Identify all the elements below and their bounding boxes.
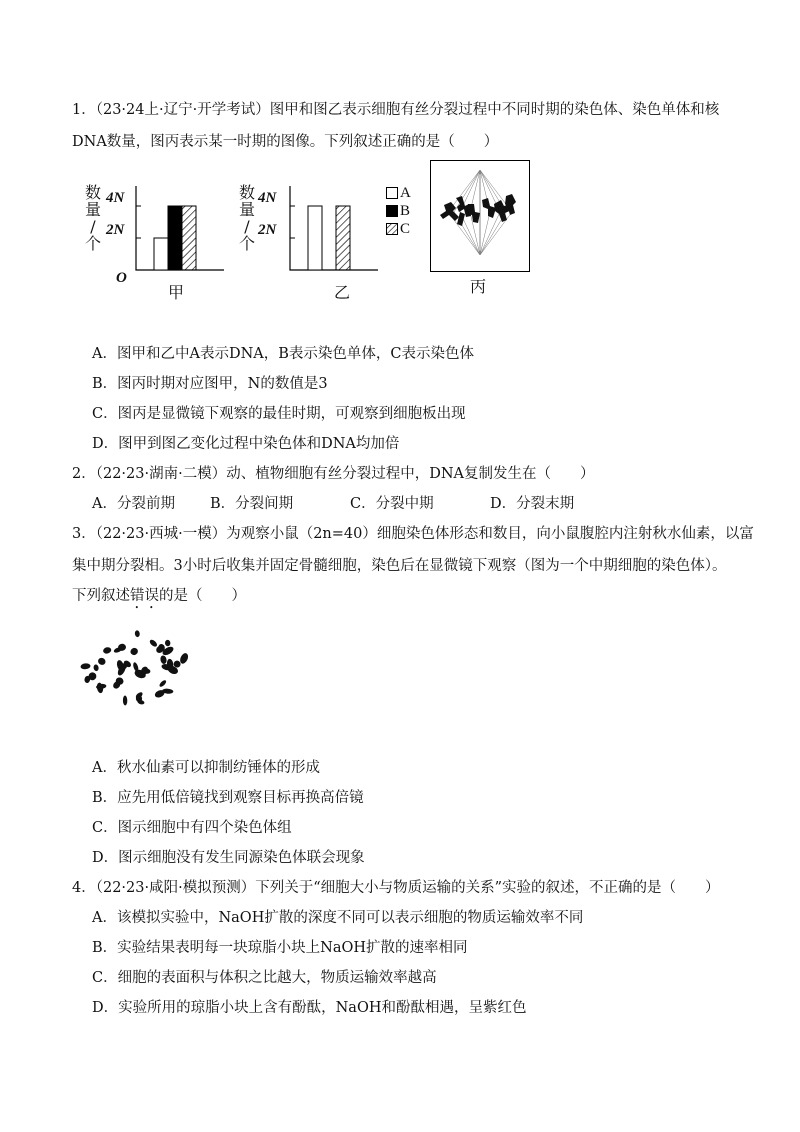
- chart-jia: [84, 166, 224, 306]
- legend-swatch-hatched-icon: [386, 223, 398, 235]
- chromosome-blob: [80, 663, 91, 670]
- question-2-option-b[interactable]: B．分裂间期: [210, 496, 294, 512]
- bar-a: [154, 238, 168, 270]
- y-tick-2n-yi: 2N: [258, 222, 277, 238]
- question-3-option-b[interactable]: B．应先用低倍镜找到观察目标再换高倍镜: [92, 790, 364, 806]
- question-4-stem: 4．（22·23·咸阳·模拟预测）下列关于“细胞大小与物质运输的关系”实验的叙述，不正确的是（ ）: [72, 880, 720, 896]
- question-4-option-a[interactable]: A．该模拟实验中，NaOH扩散的深度不同可以表示细胞的物质运输效率不同: [92, 910, 584, 926]
- chromosome-spread-image: [76, 620, 194, 712]
- bar-b: [168, 206, 182, 270]
- y-axis-label-yi: 数 量 / 个: [238, 183, 255, 253]
- bar-a: [308, 206, 322, 270]
- question-2-stem: 2．（22·23·湖南·二模）动、植物细胞有丝分裂过程中，DNA复制发生在（ ）: [72, 466, 595, 482]
- question-1-stem-line2: DNA数量，图丙表示某一时期的图像。下列叙述正确的是（ ）: [72, 134, 499, 150]
- question-1-option-c[interactable]: C．图丙是显微镜下观察的最佳时期，可观察到细胞板出现: [92, 406, 466, 422]
- axis-lines: [290, 186, 378, 270]
- question-3-stem-line3: 下列叙述错误的是（ ）: [72, 588, 246, 604]
- question-3-option-c[interactable]: C．图示细胞中有四个染色体组: [92, 820, 292, 836]
- chromosome-blob: [149, 638, 159, 647]
- chromosome-blob: [158, 679, 167, 688]
- y-axis-label-jia: 数 量 / 个: [84, 183, 101, 253]
- legend-swatch-solid-icon: [386, 205, 398, 217]
- bar-c: [182, 206, 196, 270]
- emphasis-word: 错误: [130, 588, 159, 604]
- question-1-option-a[interactable]: A．图甲和乙中A表示DNA，B表示染色单体，C表示染色体: [92, 346, 474, 362]
- chromosome-blob: [96, 682, 104, 694]
- legend-item-a: A: [386, 184, 426, 202]
- legend: [386, 184, 426, 244]
- chromosome-blob: [129, 647, 139, 657]
- question-3-option-a[interactable]: A．秋水仙素可以抑制纺锤体的形成: [92, 760, 320, 776]
- chromosome-blob: [123, 695, 128, 705]
- question-1-stem-line1: 1．（23·24上·辽宁·开学考试）图甲和图乙表示细胞有丝分裂过程中不同时期的染色体、染色单体和核: [72, 102, 720, 118]
- question-2-option-d[interactable]: D．分裂末期: [490, 496, 575, 512]
- question-4-option-c[interactable]: C．细胞的表面积与体积之比越大，物质运输效率越高: [92, 970, 437, 986]
- question-4-option-d[interactable]: D．实验所用的琼脂小块上含有酚酞，NaOH和酚酞相遇，呈紫红色: [92, 1000, 527, 1016]
- bars-jia: [134, 186, 224, 276]
- question-3-stem-line1: 3．（22·23·西城·一模）为观察小鼠（2n=40）细胞染色体形态和数目，向小鼠腹腔内注射秋水仙素，以富: [72, 526, 754, 542]
- metaphase-cell-image: [430, 160, 530, 272]
- chromosome-blob: [102, 646, 112, 654]
- chromosome-blob: [134, 630, 140, 637]
- chromosome-blob: [160, 655, 168, 665]
- question-1-option-b[interactable]: B．图丙时期对应图甲，N的数值是3: [92, 376, 328, 392]
- chromosome-blob: [93, 664, 99, 671]
- bars-yi: [288, 186, 378, 276]
- chart-yi: [238, 166, 378, 306]
- chart-label-bing: 丙: [470, 277, 487, 296]
- legend-swatch-empty-icon: [386, 187, 398, 199]
- question-1-option-d[interactable]: D．图甲到图乙变化过程中染色体和DNA均加倍: [92, 436, 400, 452]
- origin-label-jia: O: [116, 270, 127, 286]
- figure-bing: [430, 160, 530, 300]
- question-4-option-b[interactable]: B．实验结果表明每一块琼脂小块上NaOH扩散的速率相同: [92, 940, 468, 956]
- bar-c: [336, 206, 350, 270]
- legend-item-c: C: [386, 220, 426, 238]
- question-3-option-d[interactable]: D．图示细胞没有发生同源染色体联会现象: [92, 850, 365, 866]
- question-2-option-a[interactable]: A．分裂前期: [92, 496, 175, 512]
- y-tick-4n-jia: 4N: [106, 190, 125, 206]
- chromosome-blob: [97, 657, 107, 667]
- question-2-option-c[interactable]: C．分裂中期: [350, 496, 434, 512]
- chart-label-jia: 甲: [168, 283, 185, 302]
- legend-item-b: B: [386, 202, 426, 220]
- chart-label-yi: 乙: [334, 283, 351, 302]
- y-tick-4n-yi: 4N: [258, 190, 277, 206]
- question-3-stem-line2: 集中期分裂相。3小时后收集并固定骨髓细胞，染色后在显微镜下观察（图为一个中期细胞的染色体）。: [72, 558, 727, 574]
- chromosome-blob: [165, 640, 171, 647]
- y-tick-2n-jia: 2N: [106, 222, 125, 238]
